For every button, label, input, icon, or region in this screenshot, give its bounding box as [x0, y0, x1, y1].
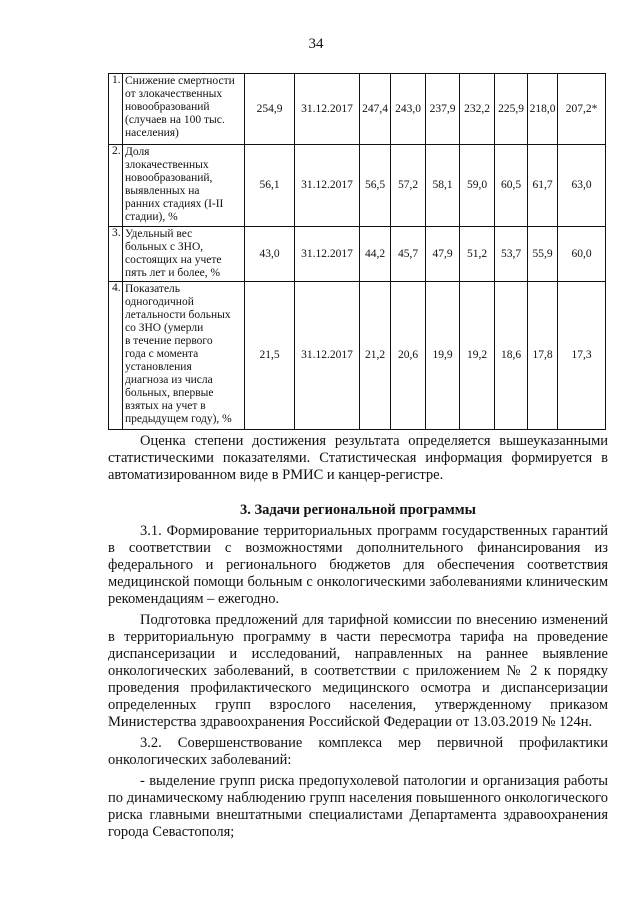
- indicator-value: 44,2: [360, 227, 391, 282]
- indicator-name-line: взятых на учет в: [125, 400, 206, 412]
- row-number: 2.: [109, 145, 123, 227]
- indicator-value: 45,7: [391, 227, 426, 282]
- indicator-value: 31.12.2017: [295, 145, 360, 227]
- indicator-name-line: новообразований: [125, 101, 210, 113]
- indicator-value: 53,7: [495, 227, 528, 282]
- indicator-value: 237,9: [426, 74, 460, 145]
- indicator-value: 63,0: [558, 145, 606, 227]
- indicator-value: 232,2: [460, 74, 495, 145]
- indicator-name-line: от злокачественных: [125, 88, 223, 100]
- indicator-name-line: летальности больных: [125, 309, 231, 321]
- indicator-name: [123, 145, 245, 227]
- tariff-paragraph: Подготовка предложений для тарифной комиссии по внесению изменений в территориальную программу в части пересмотра тарифа на проведение диспансеризации и исследований, направленных на раннее выявление онкологических заболеваний, в соответствии с приложением № 2 к порядку проведения профилактического медицинского осмотра и диспансеризации определенных групп взрослого населения, утвержденному приказом Министерства здравоохранения Российской Федерации от 13.03.2019 № 124н.: [108, 612, 608, 730]
- indicator-value: 31.12.2017: [295, 74, 360, 145]
- indicator-name-line: предыдущем году), %: [125, 413, 232, 425]
- indicator-name-line: злокачественных: [125, 159, 209, 171]
- indicator-name-line: установления: [125, 361, 192, 373]
- indicator-value: 21,5: [245, 282, 295, 430]
- bullet-paragraph: - выделение групп риска предопухолевой патологии и организация работы по динамическому наблюдению групп населения повышенного онкологического риска главными внештатными специалистами Департамента здравоохранения города Севастополя;: [108, 773, 608, 840]
- indicator-value: 17,8: [528, 282, 558, 430]
- indicator-name: [123, 227, 245, 282]
- indicator-name-line: Доля: [125, 146, 150, 158]
- indicator-value: 60,5: [495, 145, 528, 227]
- indicator-name-line: ранних стадиях (I-II: [125, 198, 224, 210]
- indicator-value: 21,2: [360, 282, 391, 430]
- indicator-name-line: больных с ЗНО,: [125, 241, 204, 253]
- paragraph-3-1: 3.1. Формирование территориальных программ государственных гарантий в соответствии с возможностями дополнительного финансирования из федерального и регионального бюджетов для обеспечения соответствия медицинской помощи больным с онкологическими заболеваниями клиническим рекомендациям – ежегодно.: [108, 523, 608, 607]
- table-row: [109, 282, 606, 430]
- body-text: [108, 433, 608, 841]
- indicator-name-line: Показатель: [125, 283, 181, 295]
- indicator-value: 61,7: [528, 145, 558, 227]
- indicator-value: 60,0: [558, 227, 606, 282]
- indicator-value: 31.12.2017: [295, 282, 360, 430]
- assessment-paragraph: Оценка степени достижения результата определяется вышеуказанными статистическими показателями. Статистическая информация формируется в автоматизированном виде в РМИС и канцер-регистре.: [108, 433, 608, 483]
- indicator-value: 207,2*: [558, 74, 606, 145]
- indicator-value: 57,2: [391, 145, 426, 227]
- indicator-value: 55,9: [528, 227, 558, 282]
- indicators-table: [108, 73, 606, 430]
- paragraph-3-2: 3.2. Совершенствование комплекса мер первичной профилактики онкологических заболеваний:: [108, 735, 608, 768]
- row-number: 1.: [109, 74, 123, 145]
- row-number: 4.: [109, 282, 123, 430]
- section-heading: 3. Задачи региональной программы: [239, 502, 476, 518]
- indicator-value: 243,0: [391, 74, 426, 145]
- indicator-name-line: со ЗНО (умерли: [125, 322, 204, 334]
- table-row: [109, 227, 606, 282]
- indicator-value: 225,9: [495, 74, 528, 145]
- indicator-value: 20,6: [391, 282, 426, 430]
- table-row: [109, 145, 606, 227]
- indicator-name-line: выявленных на: [125, 185, 200, 197]
- indicator-value: 19,2: [460, 282, 495, 430]
- indicator-value: 218,0: [528, 74, 558, 145]
- indicator-name-line: пять лет и более, %: [125, 267, 221, 279]
- indicator-value: 247,4: [360, 74, 391, 145]
- page-number: 34: [308, 36, 324, 52]
- indicator-name-line: стадии), %: [125, 211, 178, 223]
- indicator-value: 59,0: [460, 145, 495, 227]
- indicator-name-line: новообразований,: [125, 172, 213, 184]
- indicator-value: 18,6: [495, 282, 528, 430]
- indicator-value: 58,1: [426, 145, 460, 227]
- indicator-name-line: населения): [125, 127, 179, 139]
- indicator-name-line: (случаев на 100 тыс.: [125, 114, 225, 126]
- indicator-name-line: диагноза из числа: [125, 374, 213, 386]
- table-row: [109, 74, 606, 145]
- indicator-value: 56,5: [360, 145, 391, 227]
- indicator-value: 17,3: [558, 282, 606, 430]
- indicator-name-line: в течение первого: [125, 335, 213, 347]
- indicator-value: 56,1: [245, 145, 295, 227]
- indicator-name-line: состоящих на учете: [125, 254, 222, 266]
- indicator-value: 31.12.2017: [295, 227, 360, 282]
- indicator-name: [123, 282, 245, 430]
- indicator-name-line: Снижение смертности: [125, 75, 235, 87]
- indicator-name-line: больных, впервые: [125, 387, 214, 399]
- row-number: 3.: [109, 227, 123, 282]
- indicator-value: 43,0: [245, 227, 295, 282]
- indicator-name: [123, 74, 245, 145]
- indicator-name-line: одногодичной: [125, 296, 194, 308]
- indicator-name-line: года с момента: [125, 348, 199, 360]
- indicator-name-line: Удельный вес: [125, 228, 193, 240]
- indicator-value: 254,9: [245, 74, 295, 145]
- indicator-value: 51,2: [460, 227, 495, 282]
- indicator-value: 47,9: [426, 227, 460, 282]
- indicator-value: 19,9: [426, 282, 460, 430]
